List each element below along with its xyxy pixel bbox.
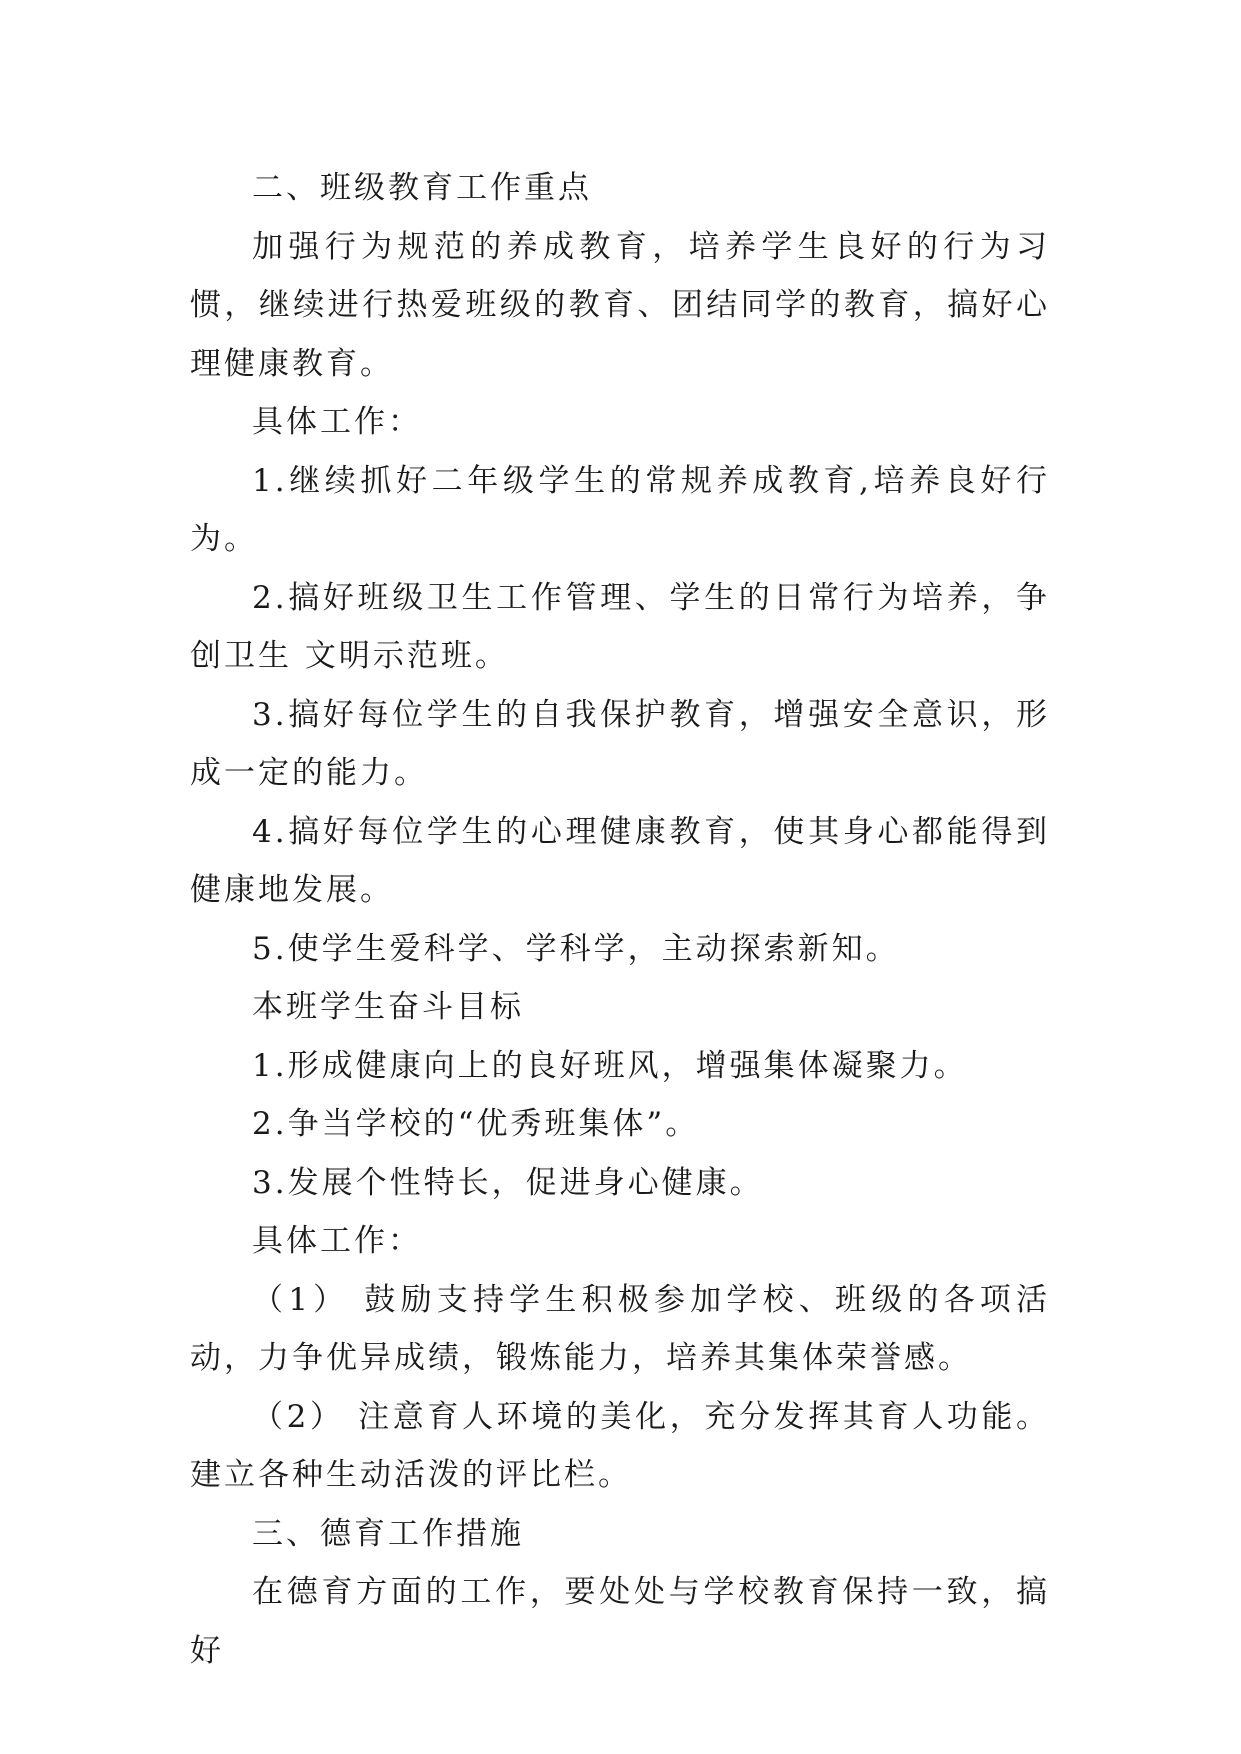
list-item: 5.使学生爱科学、学科学，主动探索新知。	[252, 930, 900, 967]
document-body	[190, 159, 1050, 1680]
paragraph: 在德育方面的工作，要处处与学校教育保持一致，搞好	[190, 1574, 1050, 1669]
list-item: 3.搞好每位学生的自我保护教育，增强安全意识，形成一定的能力。	[190, 696, 1050, 791]
subheading-specific-work: 具体工作：	[252, 1223, 422, 1259]
section-heading-moral-education: 三、德育工作措施	[252, 1515, 524, 1552]
subheading-class-goals: 本班学生奋斗目标	[252, 989, 524, 1025]
list-item: 1.继续抓好二年级学生的常规养成教育,培养良好行为。	[190, 462, 1050, 557]
subheading-specific-work: 具体工作：	[252, 404, 422, 440]
list-item: （2） 注意育人环境的美化，充分发挥其育人功能。建立各种生动活泼的评比栏。	[190, 1398, 1050, 1493]
list-item: 1.形成健康向上的良好班风，增强集体凝聚力。	[252, 1047, 968, 1084]
list-item: 4.搞好每位学生的心理健康教育，使其身心都能得到健康地发展。	[190, 813, 1050, 908]
section-heading-class-education: 二、班级教育工作重点	[252, 170, 592, 206]
list-item: 2.搞好班级卫生工作管理、学生的日常行为培养，争创卫生 文明示范班。	[190, 579, 1050, 674]
paragraph: 加强行为规范的养成教育，培养学生良好的行为习惯，继续进行热爱班级的教育、团结同学的教育，搞好心理健康教育。	[190, 228, 1050, 382]
list-item: （1） 鼓励支持学生积极参加学校、班级的各项活动，力争优异成绩，锻炼能力，培养其集体荣誉感。	[190, 1281, 1050, 1376]
list-item: 2.争当学校的“优秀班集体”。	[252, 1106, 700, 1142]
list-item: 3.发展个性特长，促进身心健康。	[252, 1164, 764, 1201]
